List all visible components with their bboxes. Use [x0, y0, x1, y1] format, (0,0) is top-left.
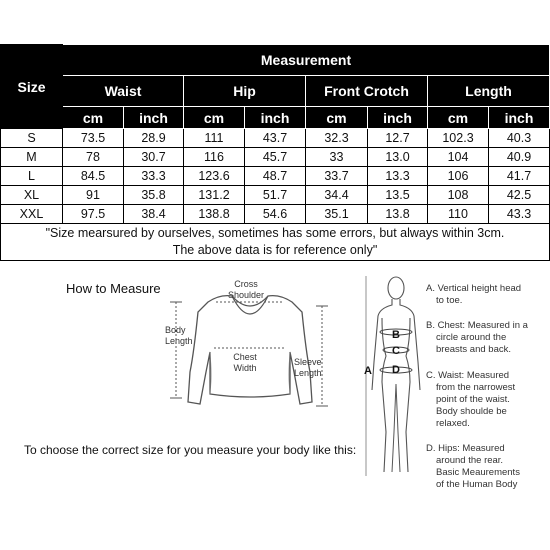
marker-a: A	[364, 365, 372, 377]
legend-line: C. Waist: Measured	[426, 370, 510, 381]
table-cell: 97.5	[63, 205, 124, 224]
size-table	[0, 44, 550, 261]
table-cell: 33.7	[306, 167, 368, 186]
size-label: M	[1, 148, 63, 167]
table-cell: 116	[184, 148, 245, 167]
size-header: Size	[1, 45, 63, 129]
legend-line: breasts and back.	[436, 344, 511, 355]
legend-line: from the narrowest	[436, 382, 516, 393]
marker-b: B	[392, 329, 400, 341]
table-cell: 111	[184, 129, 245, 148]
legend-line: B. Chest: Measured in a	[426, 320, 528, 331]
legend-line: point of the waist.	[436, 394, 510, 405]
table-cell: 38.4	[124, 205, 184, 224]
legend-line: D. Hips: Measured	[426, 443, 505, 454]
legend-item-a	[426, 283, 546, 307]
unit-header: cm	[306, 107, 368, 129]
table-cell: 13.5	[368, 186, 428, 205]
group-header-waist: Waist	[63, 76, 184, 107]
legend-line: Body shoulde be	[436, 406, 507, 417]
unit-header: cm	[428, 107, 489, 129]
cross-shoulder-label	[222, 279, 270, 301]
chest-width-label	[230, 352, 260, 374]
table-cell: 91	[63, 186, 124, 205]
table-row	[1, 167, 550, 186]
table-cell: 73.5	[63, 129, 124, 148]
table-cell: 43.7	[245, 129, 306, 148]
table-cell: 78	[63, 148, 124, 167]
table-cell: 45.7	[245, 148, 306, 167]
table-cell: 35.8	[124, 186, 184, 205]
table-cell: 54.6	[245, 205, 306, 224]
label-line: Sleeve	[294, 357, 322, 367]
table-cell: 106	[428, 167, 489, 186]
table-cell: 13.0	[368, 148, 428, 167]
body-length-label	[165, 325, 193, 347]
table-cell: 123.6	[184, 167, 245, 186]
how-to-measure-title: How to Measure	[66, 281, 161, 296]
table-cell: 138.8	[184, 205, 245, 224]
group-header-length: Length	[428, 76, 550, 107]
legend-line: to toe.	[436, 295, 463, 306]
table-row	[1, 148, 550, 167]
legend-line: of the Human Body	[436, 479, 518, 490]
unit-header: inch	[245, 107, 306, 129]
table-cell: 48.7	[245, 167, 306, 186]
table-cell: 51.7	[245, 186, 306, 205]
unit-header: cm	[184, 107, 245, 129]
table-cell: 43.3	[489, 205, 550, 224]
table-cell: 32.3	[306, 129, 368, 148]
table-cell: 30.7	[124, 148, 184, 167]
table-note	[1, 224, 550, 261]
legend-item-d	[426, 443, 546, 491]
table-cell: 13.3	[368, 167, 428, 186]
table-cell: 102.3	[428, 129, 489, 148]
group-header-hip: Hip	[184, 76, 306, 107]
label-line: Cross	[234, 279, 258, 289]
table-cell: 33	[306, 148, 368, 167]
marker-c: C	[392, 345, 400, 357]
legend-line: relaxed.	[436, 418, 470, 429]
table-cell: 84.5	[63, 167, 124, 186]
legend-line: Basic Meaurements	[436, 467, 520, 478]
legend-line: A. Vertical height head	[426, 283, 522, 294]
table-cell: 104	[428, 148, 489, 167]
size-label: S	[1, 129, 63, 148]
instruction-text: To choose the correct size for you measure your body like this:	[24, 443, 357, 457]
measurement-header: Measurement	[63, 45, 550, 76]
table-cell: 35.1	[306, 205, 368, 224]
table-cell: 131.2	[184, 186, 245, 205]
unit-header: inch	[368, 107, 428, 129]
table-row	[1, 129, 550, 148]
table-cell: 110	[428, 205, 489, 224]
table-row	[1, 186, 550, 205]
size-label: L	[1, 167, 63, 186]
label-line: Chest	[233, 352, 257, 362]
size-label: XXL	[1, 205, 63, 224]
table-row	[1, 205, 550, 224]
legend-item-c	[426, 370, 546, 430]
size-label: XL	[1, 186, 63, 205]
group-header-front-crotch: Front Crotch	[306, 76, 428, 107]
table-cell: 108	[428, 186, 489, 205]
sleeve-length-label	[294, 357, 322, 379]
unit-header: cm	[63, 107, 124, 129]
legend-line: circle around the	[436, 332, 507, 343]
body-figure-diagram	[360, 272, 424, 482]
marker-d: D	[392, 364, 400, 376]
table-cell: 40.9	[489, 148, 550, 167]
table-cell: 34.4	[306, 186, 368, 205]
legend-line: around the rear.	[436, 455, 504, 466]
note-line-2: The above data is for reference only"	[172, 243, 378, 257]
table-cell: 33.3	[124, 167, 184, 186]
label-line: Body	[165, 325, 186, 335]
legend-item-b	[426, 320, 546, 356]
label-line: Width	[233, 363, 257, 373]
unit-header: inch	[124, 107, 184, 129]
table-cell: 40.3	[489, 129, 550, 148]
table-cell: 41.7	[489, 167, 550, 186]
label-line: Length	[165, 336, 193, 346]
label-line: Shoulder	[227, 290, 265, 300]
table-cell: 12.7	[368, 129, 428, 148]
table-cell: 42.5	[489, 186, 550, 205]
note-line-1: "Size mearsured by ourselves, sometimes has some errors, but always within 3cm.	[45, 226, 505, 240]
table-cell: 13.8	[368, 205, 428, 224]
table-cell: 28.9	[124, 129, 184, 148]
label-line: Length	[294, 368, 322, 378]
unit-header: inch	[489, 107, 550, 129]
